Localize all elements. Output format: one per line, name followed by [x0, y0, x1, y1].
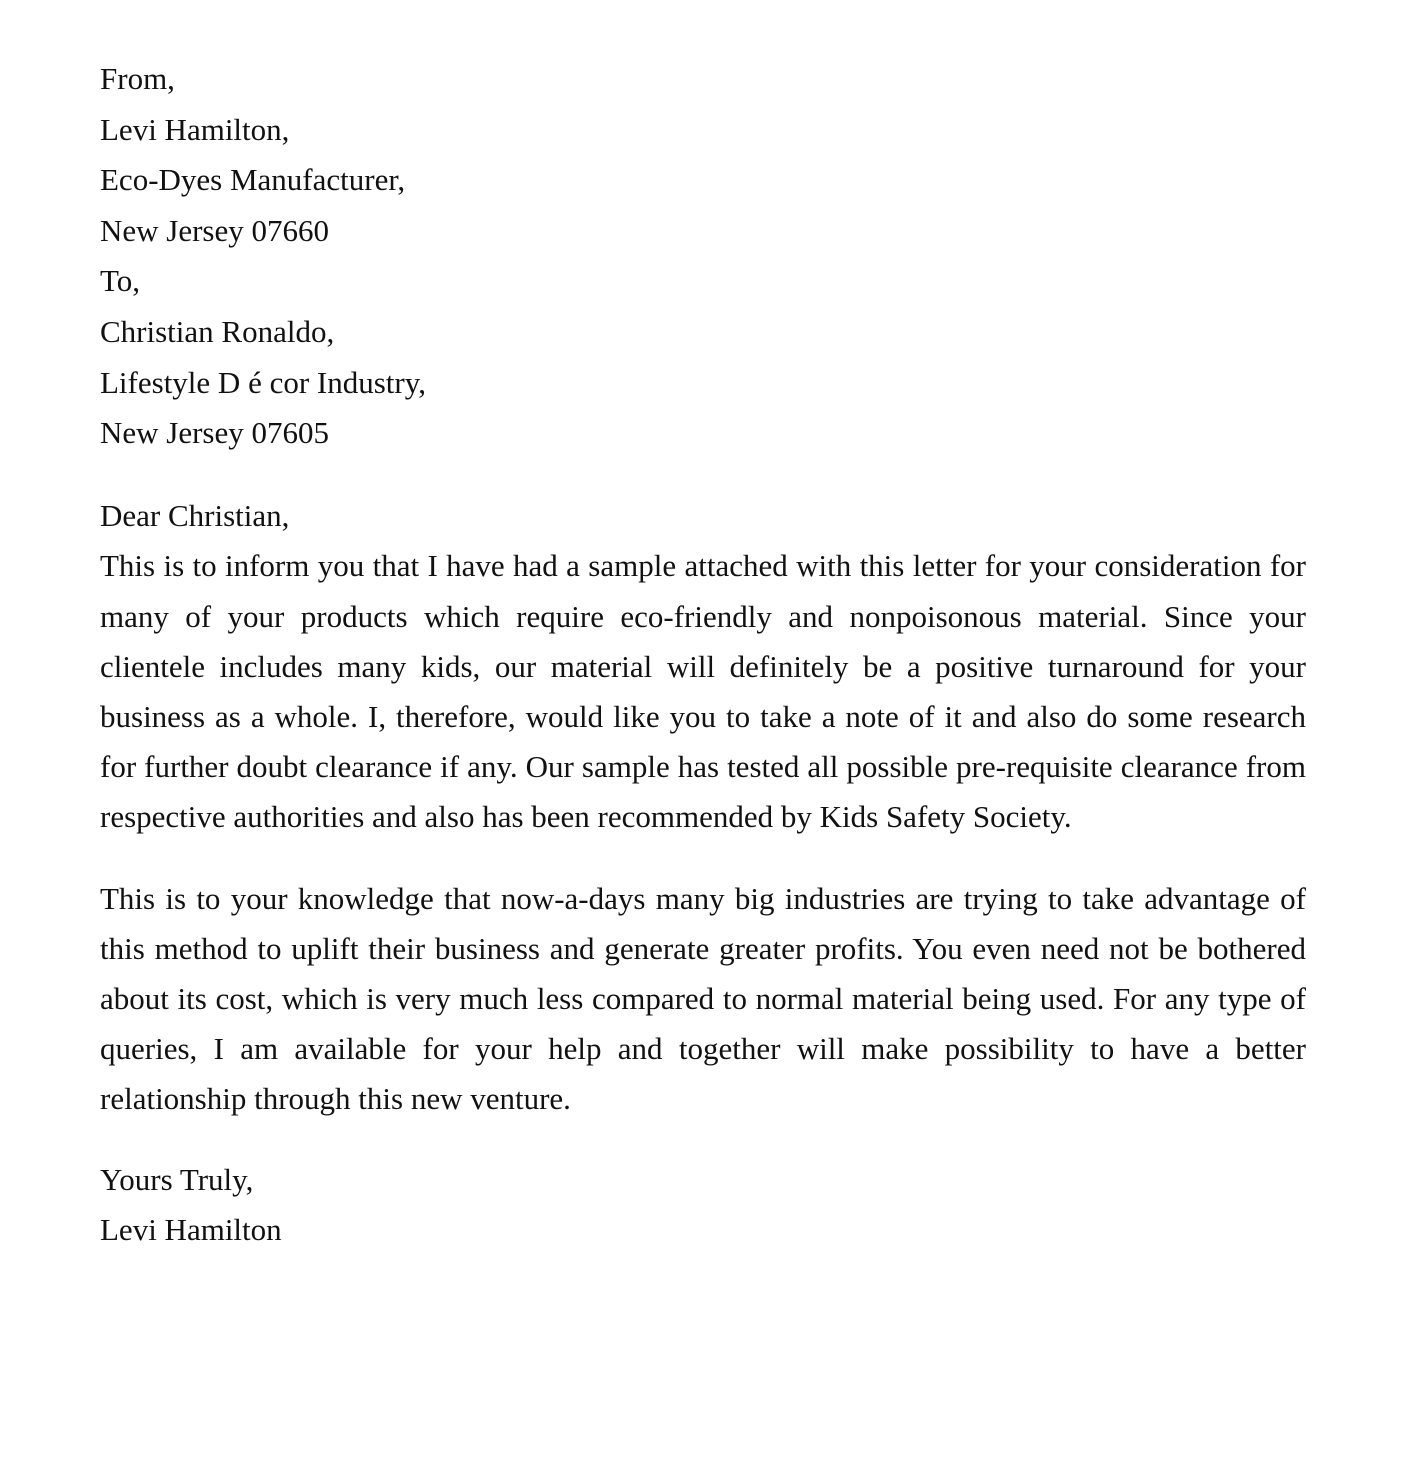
recipient-address: New Jersey 07605 [100, 415, 330, 451]
to-label: To, [100, 263, 141, 299]
sender-address: New Jersey 07660 [100, 212, 330, 248]
letter [100, 54, 1306, 1256]
sender-block [100, 54, 1306, 256]
recipient-company: Lifestyle D é cor Industry, [100, 364, 426, 400]
recipient-name: Christian Ronaldo, [100, 313, 335, 349]
valediction: Yours Truly, [100, 1161, 254, 1197]
salutation: Dear Christian, [100, 497, 290, 533]
body-paragraph-2: This is to your knowledge that now-a-days many big industries are trying to take advantage of this method to uplift their business and generate greater profits. You even need not be bothered about its cost, which is very much less compared to normal material being used. For any type of queries, I am available for your help and together will make possibility to have a better relationship through this new venture. [100, 880, 1306, 1117]
letter-body [100, 541, 1306, 1124]
sender-name: Levi Hamilton, [100, 111, 290, 147]
body-paragraph-1: This is to inform you that I have had a sample attached with this letter for your consideration for many of your products which require eco-friendly and nonpoisonous material. Since your clientele includes many kids, our material will definitely be a positive turnaround for your business as a whole. I, therefore, would like you to take a note of it and also do some research for further doubt clearance if any. Our sample has tested all possible pre-requisite clearance from respective authorities and also has been recommended by Kids Safety Society. [100, 548, 1306, 835]
closing-block [100, 1155, 1306, 1256]
sender-company: Eco-Dyes Manufacturer, [100, 162, 406, 198]
recipient-block [100, 256, 1306, 458]
signature-name: Levi Hamilton [100, 1212, 282, 1248]
from-label: From, [100, 61, 175, 96]
